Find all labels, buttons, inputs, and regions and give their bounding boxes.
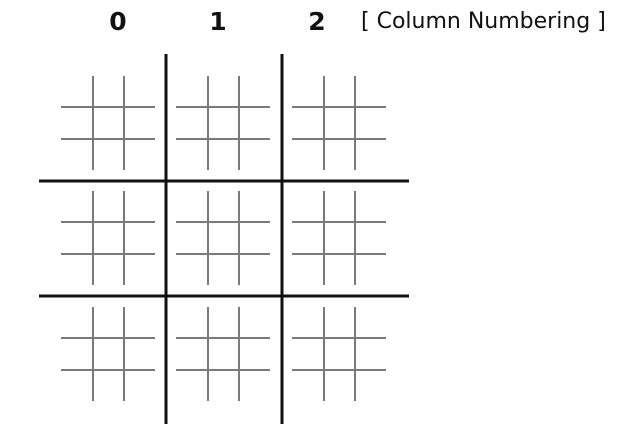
cell-1-2 [292,191,386,285]
minor-grid-lines [61,76,386,401]
diagram-caption: [ Column Numbering ] [361,9,606,34]
cell-0-0 [61,76,155,170]
cell-0-1 [176,76,270,170]
cell-2-2 [292,307,386,401]
cell-2-0 [61,307,155,401]
column-number-0: 0 [109,7,127,36]
cell-1-0 [61,191,155,285]
cell-1-1 [176,191,270,285]
major-grid-lines [39,54,409,424]
cell-2-1 [176,307,270,401]
cell-0-2 [292,76,386,170]
column-number-2: 2 [308,7,326,36]
column-number-1: 1 [209,7,227,36]
